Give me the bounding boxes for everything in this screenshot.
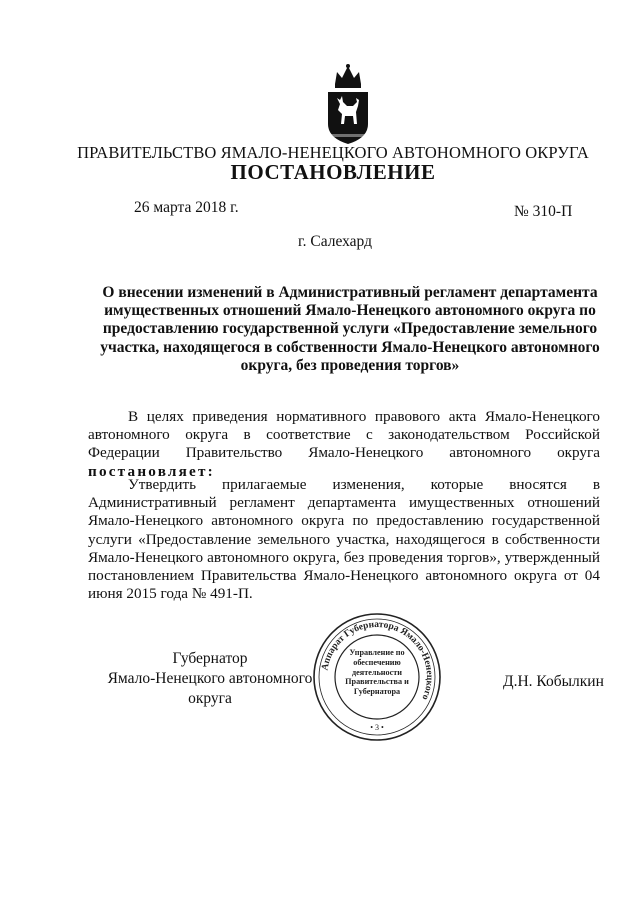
signatory-position-line2: Ямало-Ненецкого автономного округа bbox=[107, 670, 313, 707]
paragraph-resolution: Утвердить прилагаемые изменения, которые вносятся в Административный регламент департамента имущественных отношений Ямало-Ненецкого автономного округа по предоставлению государственной услуги «Предоставление земельного участка, находящегося в собственности Ямало-Ненецкого автономного округа, без проведения торгов», утвержденный постановлением Правительства Ямало-Ненецкого автономного округа от 04 июня 2015 года № 491-П. bbox=[88, 476, 600, 603]
document-type-title: ПОСТАНОВЛЕНИЕ bbox=[230, 160, 436, 184]
signatory-position bbox=[88, 649, 332, 709]
document-subject: О внесении изменений в Административный регламент департамента имущественных отношений Ямало-Ненецкого автономного округа по предоставлению государственной услуги «Предоставление земельного участка, находящегося в собственности Ямало-Ненецкого автономного округа, без проведения торгов» bbox=[100, 284, 600, 374]
document-date: 26 марта 2018 г. bbox=[134, 199, 239, 216]
stamp-bottom-text: • 3 • bbox=[370, 723, 384, 732]
decree-keyword: постановляет: bbox=[88, 462, 215, 480]
document-city: г. Салехард bbox=[298, 233, 372, 250]
signatory-position-line1: Губернатор bbox=[172, 650, 248, 667]
stamp-ring-text: Аппарат Губернатора Ямало-Ненецкого bbox=[320, 619, 435, 702]
paragraph-preamble bbox=[88, 408, 600, 481]
preamble-text: В целях приведения нормативного правового акта Ямало-Ненецкого автономного округа в соответствие с законодательством Российской Федерации Правительство Ямало-Ненецкого автономного округа bbox=[88, 408, 600, 462]
signatory-name: Д.Н. Кобылкин bbox=[503, 673, 604, 690]
stamp-inner-text: Управление по обеспечению деятельности Правительства и Губернатора bbox=[345, 648, 409, 697]
document-number: № 310-П bbox=[514, 203, 573, 220]
government-title: ПРАВИТЕЛЬСТВО ЯМАЛО-НЕНЕЦКОГО АВТОНОМНОГО ОКРУГА bbox=[77, 143, 589, 162]
coat-of-arms-emblem bbox=[323, 62, 373, 146]
